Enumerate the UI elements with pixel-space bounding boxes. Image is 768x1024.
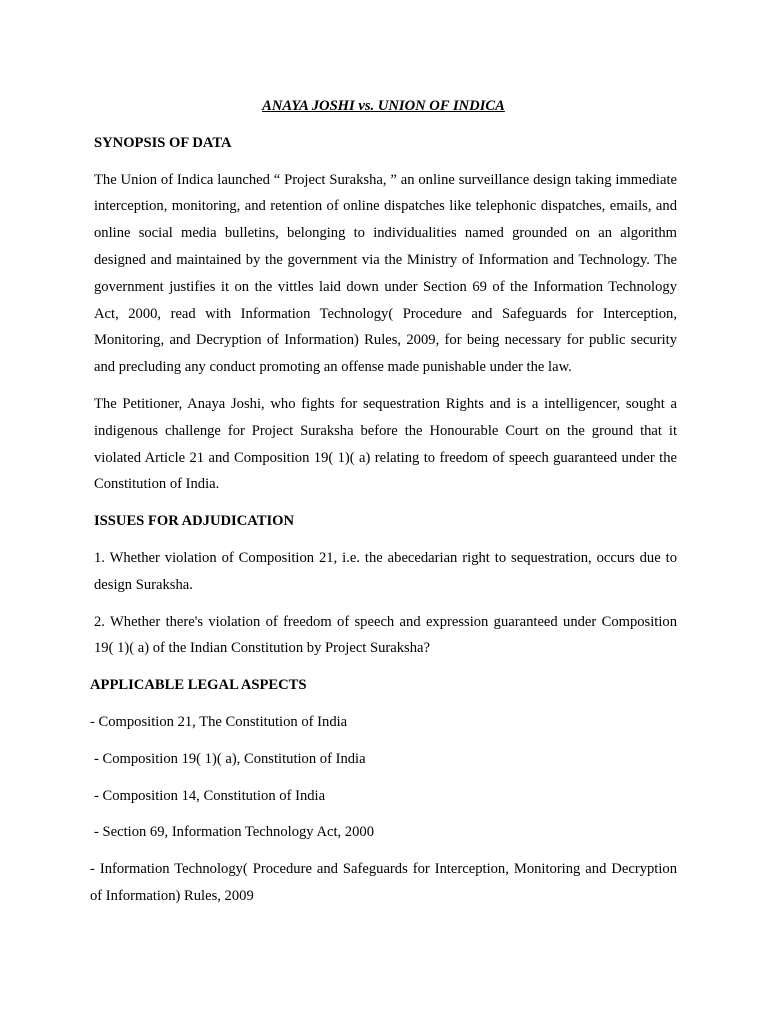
document-title: ANAYA JOSHI vs. UNION OF INDICA bbox=[262, 98, 505, 114]
synopsis-paragraph: The Petitioner, Anaya Joshi, who fights for sequestration Rights and is a intelligencer, sought a indigenous challenge for Project Suraksha before the Honourable Court on the ground that it violated Article 21 and Composition 19( 1)( a) relating to freedom of speech guaranteed under the Constitution of India. bbox=[94, 395, 677, 493]
legal-aspects-heading: APPLICABLE LEGAL ASPECTS bbox=[90, 677, 307, 694]
document-page bbox=[90, 93, 677, 920]
legal-aspect-item: - Information Technology( Procedure and Safeguards for Interception, Monitoring and Decryption of Information) Rules, 2009 bbox=[90, 861, 677, 904]
legal-aspect-item: - Section 69, Information Technology Act, 2000 bbox=[94, 824, 374, 841]
synopsis-heading: SYNOPSIS OF DATA bbox=[94, 134, 232, 151]
legal-aspect-item: - Composition 14, Constitution of India bbox=[94, 787, 326, 804]
legal-aspect-item: - Composition 21, The Constitution of India bbox=[90, 713, 348, 730]
issue-item: 2. Whether there's violation of freedom of speech and expression guaranteed under Composition 19( 1)( a) of the Indian Constitution by Project Suraksha? bbox=[94, 613, 677, 657]
issue-item: 1. Whether violation of Composition 21, i.e. the abecedarian right to sequestration, occurs due to design Suraksha. bbox=[94, 549, 677, 593]
synopsis-paragraph: The Union of Indica launched “ Project Suraksha, ” an online surveillance design taking immediate interception, monitoring, and retention of online dispatches like telephonic dispatches, emails, and online social media bulletins, belonging to individualities named grounded on an algorithm designed and maintained by the government via the Ministry of Information and Technology. The government justifies it on the vittles laid down under Section 69 of the Information Technology Act, 2000, read with Information Technology( Procedure and Safeguards for Interception, Monitoring, and Decryption of Information) Rules, 2009, for being necessary for public security and precluding any conduct promoting an offense made punishable under the law. bbox=[94, 171, 677, 376]
legal-aspect-item: - Composition 19( 1)( a), Constitution of India bbox=[94, 750, 366, 767]
issues-heading: ISSUES FOR ADJUDICATION bbox=[94, 513, 295, 530]
